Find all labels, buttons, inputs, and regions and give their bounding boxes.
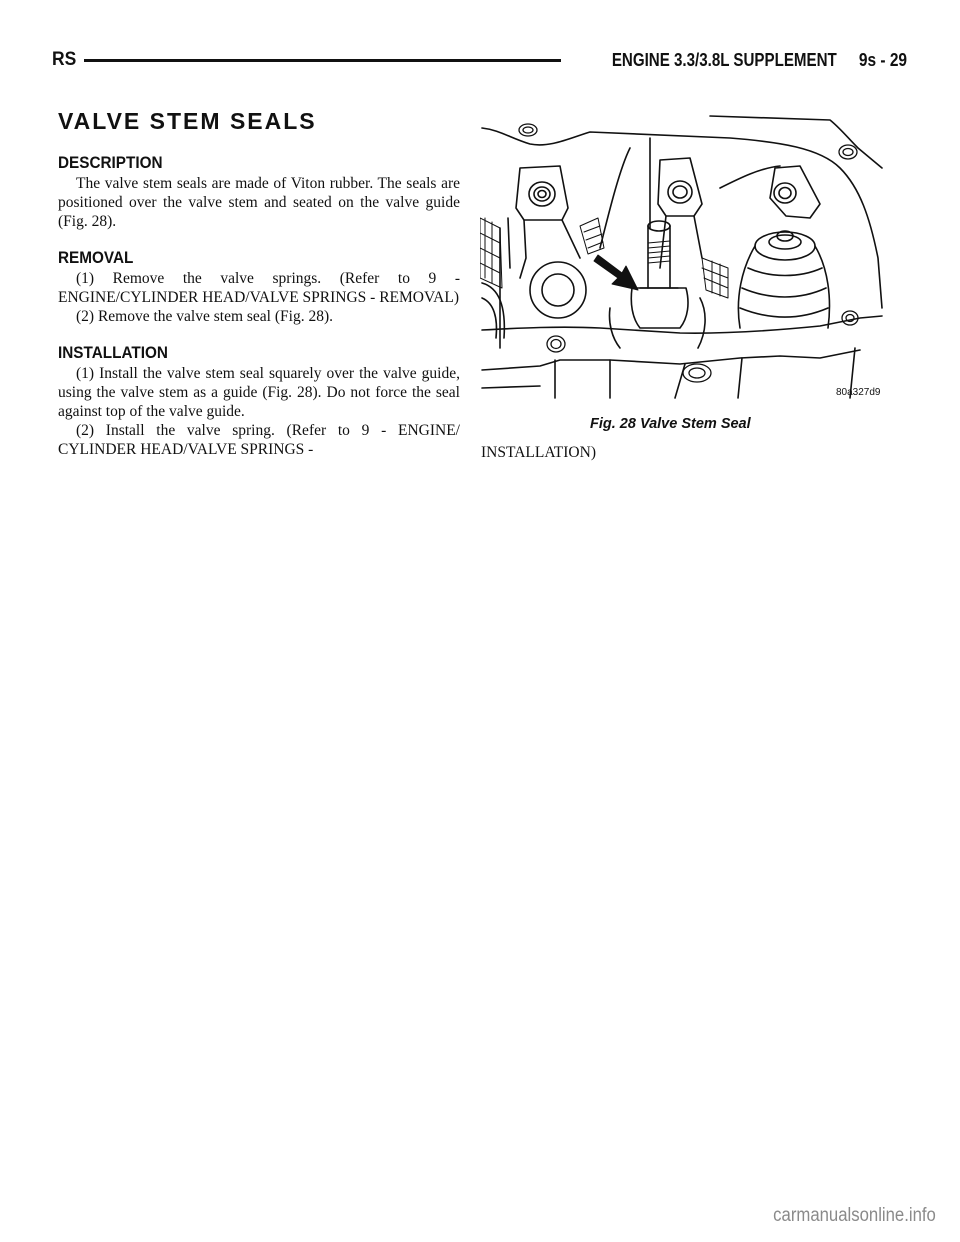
- page-title: VALVE STEM SEALS: [58, 108, 317, 134]
- valve-stem-seal-illustration: [480, 108, 900, 400]
- header-title: ENGINE 3.3/3.8L SUPPLEMENT: [612, 49, 837, 70]
- watermark: carmanualsonline.info: [773, 1205, 936, 1226]
- section-heading-installation: INSTALLATION: [58, 343, 168, 362]
- figure-code: 80a327d9: [836, 387, 881, 398]
- page-header: [52, 44, 907, 76]
- figure-caption: Fig. 28 Valve Stem Seal: [590, 416, 751, 432]
- installation-step-2: (2) Install the valve spring. (Refer to 9 - ENGINE/ CYLINDER HEAD/VALVE SPRINGS -: [58, 422, 460, 458]
- description-paragraph: The valve stem seals are made of Viton rubber. The seals are positioned over the valve stem and seated on the valve guide (Fig. 28).: [58, 175, 460, 230]
- section-heading-removal: REMOVAL: [58, 248, 134, 267]
- removal-step-2: (2) Remove the valve stem seal (Fig. 28).: [76, 308, 333, 325]
- header-section-code: RS: [52, 49, 77, 70]
- section-heading-description: DESCRIPTION: [58, 153, 163, 172]
- installation-step-1: (1) Install the valve stem seal squarely over the valve guide, using the valve stem as a guide (Fig. 28). Do not force the seal against top of the valve guide.: [58, 365, 460, 420]
- left-column: [58, 108, 460, 459]
- header-page-number: 9s - 29: [858, 49, 907, 70]
- header-rule: [84, 59, 561, 62]
- installation-step-2-continuation: INSTALLATION): [481, 444, 596, 461]
- figure-valve-stem-seal: [480, 108, 900, 400]
- removal-step-1: (1) Remove the valve springs. (Refer to 9 - ENGINE/CYLINDER HEAD/VALVE SPRINGS - REMOVAL): [58, 270, 460, 306]
